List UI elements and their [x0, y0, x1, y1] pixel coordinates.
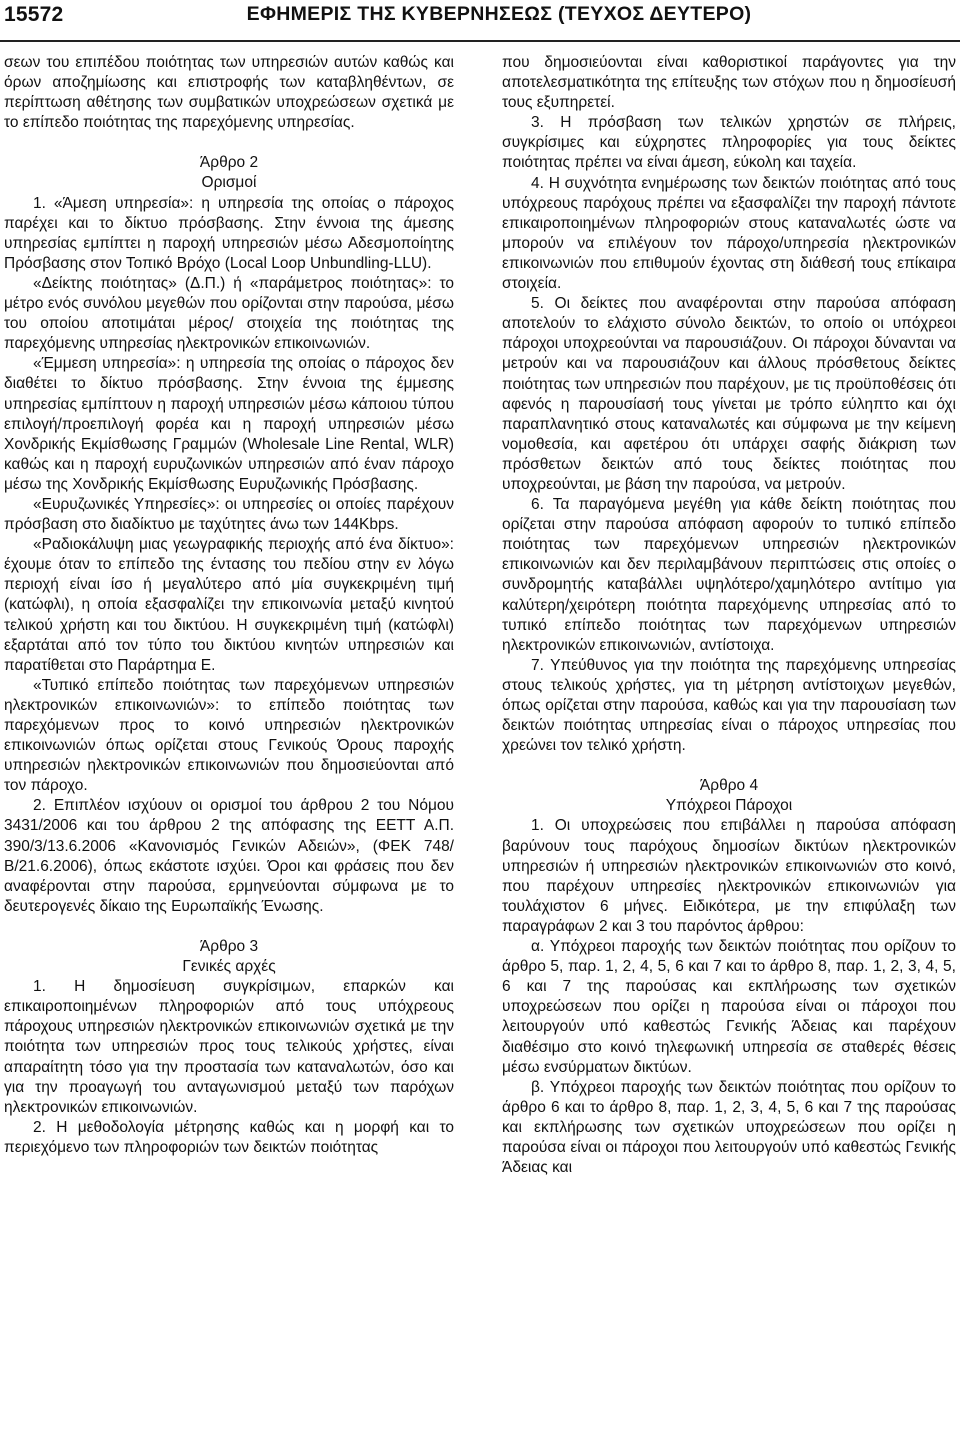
paragraph: 1. Η δημοσίευση συγκρίσιμων, επαρκών και επικαιροποιημένων πληροφοριών από τους υπόχρεους πάροχους υπηρεσιών ηλεκτρονικών επικοινωνιών σχετικά με την ποιότητα των υπηρεσιών προς τους τελικούς χρήστες, είναι απαραίτητη τόσο για την προστασία των καταναλωτών, όσο και για την προαγωγή του ανταγωνισμού μεταξύ των παρόχων ηλεκτρονικών επικοινωνιών.: [4, 978, 454, 1116]
paragraph: «Ευρυζωνικές Υπηρεσίες»: οι υπηρεσίες οι οποίες παρέχουν πρόσβαση στο διαδίκτυο με ταχύτητες άνω των 144Kbps.: [4, 495, 454, 534]
paragraph: 2. Η μεθοδολογία μέτρησης καθώς και η μορφή και το περιεχόμενο των πληροφοριών των δεικτών ποιότητας: [4, 1118, 454, 1156]
header-divider: [0, 40, 960, 42]
page-header: [4, 2, 954, 32]
article-title: Άρθρο 2: [199, 154, 259, 172]
paragraph: «Έμμεση υπηρεσία»: η υπηρεσία της οποίας ο πάροχος δεν διαθέτει το δίκτυο πρόσβασης. Στην έννοια της έμμεσης υπηρεσίας εμπίπτουν η παροχή υπηρεσιών μέσω κάποιου τύπου επιλογή/προεπιλογή φορέα και η παροχή υπηρεσιών μέσω Χονδρικής Εκμίσθωσης Γραμμών (Wholesale Line Rental, WLR) καθώς και η παροχή ευρυζωνικών υπηρεσιών από έναν πάροχο μέσω της Χονδρικής Εκμίσθωσης Ευρυζωνικής Πρόσβασης.: [4, 355, 454, 493]
left-column: [4, 53, 454, 1158]
paragraph: 2. Επιπλέον ισχύουν οι ορισμοί του άρθρου 2 του Νόμου 3431/2006 και του άρθρου 2 της απόφασης της ΕΕΤΤ Α.Π. 390/3/13.6.2006 «Κανονισμός Γενικών Αδειών», (ΦΕΚ 748/Β/21.6.2006), όπως εκάστοτε ισχύει. Όροι και φράσεις που δεν αναφέρονται στην παρούσα, ερμηνεύονται σύμφωνα με το δευτερογενές δίκαιο της Ευρωπαϊκής Ένωσης.: [4, 797, 454, 915]
paragraph: 4. Η συχνότητα ενημέρωσης των δεικτών ποιότητας από τους υπόχρεους παρόχους πρέπει να εξασφαλίζει την παροχή πάντοτε επικαιροποιημένων πληροφοριών στους καταναλωτές ώστε να μπορούν να επιλέγουν τον πάροχο/υπηρεσία ηλεκτρονικών επικοινωνιών που επιθυμούν έχοντας στη διάθεσή τους επίκαιρα στοιχεία.: [502, 174, 956, 293]
paragraph: 3. Η πρόσβαση των τελικών χρηστών σε πλήρεις, συγκρίσιμες και εύχρηστες πληροφορίες για τους δείκτες ποιότητας πρέπει να είναι άμεση, εύκολη και ταχεία.: [502, 114, 956, 172]
paragraph: «Τυπικό επίπεδο ποιότητας των παρεχόμενων υπηρεσιών ηλεκτρονικών επικοινωνιών»: το επίπεδο ποιότητας των παρεχόμενων προς το κοινό υπηρεσιών ηλεκτρονικών επικοινωνιών όπως ορίζεται στους Γενικούς Όρους παροχής υπηρεσιών ηλεκτρονικών επικοινωνιών που δημοσιεύονται από τον πάροχο.: [4, 676, 454, 795]
paragraph: 6. Τα παραγόμενα μεγέθη για κάθε δείκτη ποιότητας που ορίζεται στην παρούσα απόφαση αφορούν το τυπικό επίπεδο ποιότητας των παρεχόμενων υπηρεσιών ηλεκτρονικών επικοινωνιών και δεν περιλαμβάνουν περιπτώσεις στις οποίες ο συνδρομητής καταβάλλει υψηλότερο/χαμηλότερο αντίτιμο για καλύτερη/χειρότερη ποιότητα παρεχόμενης υπηρεσίας από το τυπικό επίπεδο ποιότητας των παρεχόμενων υπηρεσιών ηλεκτρονικών επικοινωνιών, αντίστοιχα.: [502, 496, 956, 654]
article-heading: Υπόχρεοι Πάροχοι: [665, 797, 793, 815]
article-heading: Γενικές αρχές: [182, 958, 276, 976]
paragraph: 1. Οι υποχρεώσεις που επιβάλλει η παρούσα απόφαση βαρύνουν τους παρόχους δημοσίων δικτύων ηλεκτρονικών υπηρεσιών ή υπηρεσιών ηλεκτρονικών επικοινωνιών στο κοινό, που παρέχουν υπηρεσίες ηλεκτρονικών επικοινωνιών για τουλάχιστον 6 μήνες. Ειδικότερα, με την επιφύλαξη των παραγράφων 2 και 3 του παρόντος άρθρου:: [502, 817, 956, 935]
paragraph: που δημοσιεύονται είναι καθοριστικοί παράγοντες για την αποτελεσματικότητα της επίτευξης των στόχων που η δημοσίευσή τους εξυπηρετεί.: [502, 54, 956, 112]
paragraph: «Ραδιοκάλυψη μιας γεωγραφικής περιοχής από ένα δίκτυο»: έχουμε όταν το επίπεδο της έντασης του πεδίου στην εν λόγω περιοχή είναι ίσο ή μεγαλύτερο από μία συγκεκριμένη τιμή (κατώφλι), η οποία εξασφαλίζει την επικοινωνία μεταξύ κινητού τελικού χρήστη και του δικτύου. Η συγκεκριμένη τιμή (κατώφλι) εξαρτάται από τον τύπο του δικτύου κινητών υπηρεσιών και παρατίθεται στο Παράρτημα Ε.: [4, 536, 454, 674]
paragraph: «Δείκτης ποιότητας» (Δ.Π.) ή «παράμετρος ποιότητας»: το μέτρο ενός συνόλου μεγεθών που ορίζονται στην παρούσα, μέσω του οποίου αποτιμάται μέρος/ στοιχεία της ποιότητας της παρεχόμενης υπηρεσίας ηλεκτρονικών επικοινωνιών.: [4, 274, 454, 353]
paragraph: β. Υπόχρεοι παροχής των δεικτών ποιότητας που ορίζουν το άρθρο 6 και το άρθρο 8, παρ. 1, 2, 3, 4, 5, 6 και 7 της παρούσας και εκπλήρωσης των σχετικών υποχρεώσεων που ορίζει η παρούσα είναι οι πάροχοι που λειτουργούν υπό καθεστώς Γενικής Άδειας και: [502, 1078, 956, 1177]
page-number: 15572: [4, 3, 64, 26]
paragraph: 1. «Άμεση υπηρεσία»: η υπηρεσία της οποίας ο πάροχος παρέχει και το δίκτυο πρόσβασης. Στην έννοια της άμεσης υπηρεσίας εμπίπτει η παροχή υπηρεσιών μέσω Αδεσμοποίητης Πρόσβασης στον Τοπικό Βρόχο (Local Loop Unbundling-LLU).: [4, 194, 454, 272]
paragraph: α. Υπόχρεοι παροχής των δεικτών ποιότητας που ορίζουν το άρθρο 5, παρ. 1, 2, 4, 5, 6 και 7 και το άρθρο 8, παρ. 1, 2, 3, 4, 5, 6 και 7 της παρούσας και εκπλήρωσης των σχετικών υποχρεώσεων που ορίζει η παρούσα είναι οι πάροχοι που λειτουργούν υπό καθεστώς Γενικής Άδειας και παρέχουν διαθέσιμο στο κοινό τηλεφωνική υπηρεσία σε σταθερές θέσεις μέσω ενσύρματων δικτύων.: [502, 938, 956, 1076]
paragraph: σεων του επιπέδου ποιότητας των υπηρεσιών αυτών καθώς και όρων αποζημίωσης και επιστροφής των καταβληθέντων, σε περίπτωση αθέτησης των συμβατικών υποχρεώσεων σχετικά με το επίπεδο ποιότητας της παρεχόμενης υπηρεσίας.: [4, 54, 454, 132]
journal-title: ΕΦΗΜΕΡΙΣ ΤΗΣ ΚΥΒΕΡΝΗΣΕΩΣ (ΤΕΥΧΟΣ ΔΕΥΤΕΡΟ): [246, 3, 752, 25]
article-heading: Ορισμοί: [201, 174, 257, 192]
paragraph: 5. Οι δείκτες που αναφέρονται στην παρούσα απόφαση αποτελούν το ελάχιστο σύνολο δεικτών, το οποίο οι υπόχρεοι πάροχοι υποχρεούνται να παρουσιάζουν. Οι πάροχοι δύνανται να μετρούν και να παρουσιάζουν και άλλους πρόσθετους δείκτες ποιότητας των υπηρεσιών που παρέχουν, με τις προϋποθέσεις ότι αφενός η παρουσίασή τους γίνεται με τρόπο εύληπτο και όχι παραπλανητικό στους καταναλωτές και σύμφωνα με την κείμενη νομοθεσία, και αφετέρου ότι υπάρχει σαφής διάκριση των πρόσθετων δεικτών από τους δείκτες ποιότητας που υποχρεούνται, με βάση την παρούσα, να μετρούν.: [502, 295, 956, 493]
article-title: Άρθρο 3: [199, 937, 259, 955]
paragraph: 7. Υπεύθυνος για την ποιότητα της παρεχόμενης υπηρεσίας στους τελικούς χρήστες, για τη μέτρηση αντίστοιχων μεγεθών, όπως ορίζεται στην παρούσα, καθώς και για την παρουσίαση των δεικτών ποιότητας υπηρεσίας είναι ο πάροχος υπηρεσίας που χρεώνει τον τελικό χρήστη.: [502, 656, 956, 755]
article-title: Άρθρο 4: [699, 777, 759, 795]
right-column: [502, 53, 956, 1178]
